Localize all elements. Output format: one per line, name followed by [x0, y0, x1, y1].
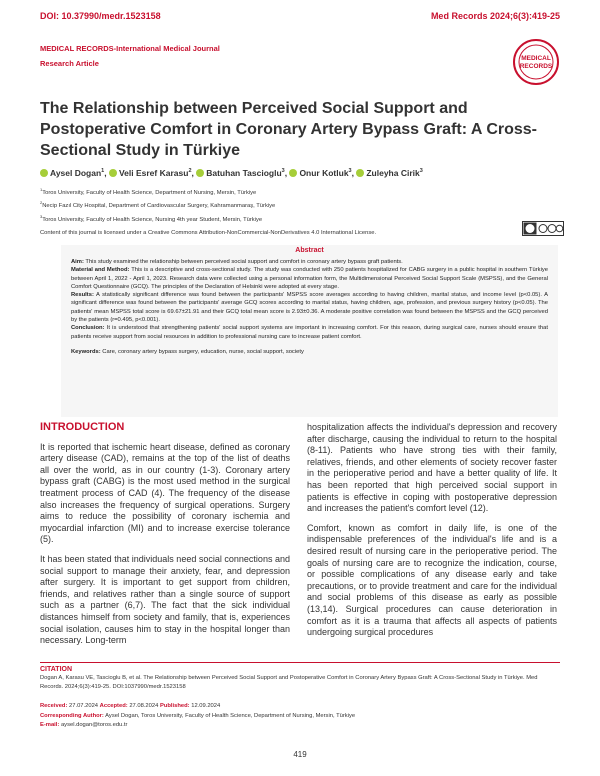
author[interactable]: Onur Kotluk$^3$,: [289, 168, 356, 178]
logo-text-top: MEDICAL: [521, 55, 551, 62]
citation-text: Dogan A, Karasu VE, Tascioglu B, et al. The Relationship between Perceived Social Support and Postoperative Comfort in Coronary Artery Bypass Graft: A Cross-Sectional Study in Türkiye. Med Records. 2024;6(3):419-25. DOI:1037990/medr.1523158: [40, 675, 538, 690]
email-line: [40, 721, 355, 731]
body-column-left: [40, 422, 290, 655]
affiliation: [40, 185, 275, 198]
author[interactable]: [356, 168, 422, 178]
author-name: Onur Kotluk: [299, 168, 349, 178]
email-label: E-mail:: [40, 722, 60, 728]
article-title: The Relationship between Perceived Social Support and Postoperative Comfort in Coronary Artery Bypass Graft: A Cross-Sectional Study in Türkiye: [40, 100, 537, 159]
article-dates-and-contact: [40, 702, 355, 731]
journal-name: MEDICAL RECORDS-International Medical Journal: [40, 44, 220, 53]
orcid-icon[interactable]: [289, 169, 297, 177]
keywords: [71, 349, 548, 355]
creative-commons-icon[interactable]: [522, 221, 564, 236]
citation-heading: CITATION: [40, 666, 73, 673]
citation-box: [40, 662, 560, 692]
journal-citation-header: Med Records 2024;6(3):419-25: [430, 11, 560, 21]
author-name: Zuleyha Cirik: [366, 168, 420, 178]
affiliation-sup: 3: [40, 213, 43, 219]
corresponding-text: Aysel Dogan, Toros University, Faculty of Health Science, Department of Nursing, Mersin, Türkiye: [105, 712, 356, 719]
accepted-label: Accepted:: [99, 703, 128, 709]
logo-text-bottom: RECORDS: [519, 63, 553, 70]
aim-text: This study examined the relationship between perceived social support and comfort in coronary artery bypass graft patients.: [85, 259, 403, 265]
page-number: 419: [293, 750, 307, 759]
affiliation-sup: 1: [40, 187, 43, 192]
journal-logo: [512, 38, 560, 86]
dates-line: [40, 702, 355, 712]
email-link[interactable]: aysel.dogan@toros.edu.tr: [60, 722, 128, 728]
author-list: [40, 168, 423, 178]
author-name: Aysel Dogan: [50, 168, 102, 178]
keywords-label: Keywords:: [71, 348, 101, 355]
abstract-heading: Abstract: [295, 247, 324, 254]
affiliation: [40, 198, 275, 211]
abstract-results: [71, 291, 548, 324]
published-label: Published:: [159, 703, 190, 709]
abstract-box: [61, 245, 558, 417]
methods-label: Material and Method:: [71, 267, 130, 274]
body-paragraph: It is reported that ischemic heart disease, defined as coronary artery disease (CAD), remains at the top of the list of deaths all over the world, as in our country (1-3). Coronary artery bypass graft (CABG) is the most used method in the surgical treatment process of CAD (4). The frequency of the disease also increases the frequency of surgical operations. Surgery aims to reduce the possibility of coronary ischemia and myocardial infarction (MI) and to increase exercise tolerance (5).: [40, 441, 290, 545]
license-text: Content of this journal is licensed under a Creative Commons Attribution-NonCommercial-NonDerivatives 4.0 International License.: [40, 230, 377, 236]
affiliations: [40, 185, 275, 225]
abstract-methods: [71, 266, 548, 291]
received-date: 27.07.2024: [69, 703, 99, 709]
doi-text[interactable]: DOI: 10.37990/medr.1523158: [40, 11, 161, 21]
conclusion-text: It is understood that strengthening patients' social support systems are important in increasing comfort. For this reason, during surgical care, nurses should ensure that patients receive support from social resources in addition to professional nursing care to increase patient comfort.: [71, 325, 548, 340]
author[interactable]: Aysel Dogan$^1$,: [40, 168, 109, 178]
author-name: Batuhan Tascioglu: [206, 168, 282, 178]
author[interactable]: Veli Esref Karasu$^2$,: [109, 168, 196, 178]
corresponding-line: [40, 712, 355, 722]
body-paragraph: Comfort, known as comfort in daily life, is one of the indispensable preferences of the individual's life and is a desired result of nursing care in the perioperative period. The goals of nursing care are to recognize the indication, course, or possible complications of any disease early and take precautions, or to provide treatment and care for the individual and social problems of this disease as early as possible (13,14). Surgical procedures can cause deterioration in comfort as it is a trauma that affects all aspects of patients undergoing surgical procedures: [307, 522, 557, 638]
body-column-right: [307, 422, 557, 647]
author-sup: 3: [348, 168, 352, 175]
conclusion-label: Conclusion:: [71, 325, 105, 332]
orcid-icon[interactable]: [356, 169, 364, 177]
orcid-icon[interactable]: [109, 169, 117, 177]
author-name: Veli Esref Karasu: [118, 168, 189, 178]
abstract-conclusion: [71, 324, 548, 341]
article-type: Research Article: [40, 59, 99, 68]
accepted-date: 27.08.2024: [129, 703, 159, 709]
author[interactable]: Batuhan Tascioglu$^3$,: [196, 168, 289, 178]
affiliation-text: Toros University, Faculty of Health Science, Nursing 4th year Student, Mersin, Türkiye: [42, 216, 263, 223]
corresponding-label: Corresponding Author:: [40, 712, 104, 719]
published-date: 12.09.2024: [191, 703, 221, 709]
affiliation-text: Toros University, Faculty of Health Science, Department of Nursing, Mersin, Türkiye: [42, 189, 257, 196]
abstract-aim: [71, 258, 548, 266]
results-text: A statistically significant difference was found between the participants' MSPSS score averages according to having children, marital status, and income level (p<0.05). A significant difference was found between the participants' average GCQ scores according to marital status, having children, age, profession, and previous surgery history (p<0.05). The patients' mean MSPSS total score is 69.67±21.91 and their GCQ total mean score is 2.93±0.36. A moderate positive correlation was found between the MSPSS and the GCQ perceived by the patients (r=0.495, p<0.001).: [71, 292, 548, 324]
results-label: Results:: [71, 292, 94, 299]
orcid-icon[interactable]: [196, 169, 204, 177]
affiliation: [40, 212, 275, 225]
keywords-text: Care, coronary artery bypass surgery, education, nurse, social support, society: [102, 348, 304, 355]
section-heading-introduction: INTRODUCTION: [40, 421, 125, 433]
body-paragraph: It has been stated that individuals need social connections and social support to manage their anxiety, fear, and depression after surgery. It is important to get support from children, friends, and relatives rather than a single source of support such as a partner (6,7). The fact that the sick individual distances himself from society and family, that is, experiences social isolation, causes him to stay in the hospital longer than necessary. Long-term: [40, 553, 290, 646]
author-sup: 1: [101, 168, 105, 175]
author-sup: 3: [419, 168, 423, 175]
body-paragraph: hospitalization affects the individual's depression and recovery after discharge, causing the individual to return to the hospital (8-11). Patients who have strong ties with their family, relatives, friends, and other elements of society recover faster in the perioperative period and have a better quality of life. It has been reported that high perceived social support in patients is effective in coping with postoperative depression and increases the patient's comfort level (12).: [307, 422, 557, 514]
aim-label: Aim:: [71, 259, 84, 265]
author-sup: 3: [281, 168, 285, 175]
orcid-icon[interactable]: [40, 169, 48, 177]
affiliation-text: Necip Fazıl City Hospital, Department of Cardiovascular Surgery, Kahramanmaraş, Türkiye: [42, 203, 276, 210]
received-label: Received:: [40, 703, 68, 709]
affiliation-sup: 2: [40, 200, 43, 206]
methods-text: This is a descriptive and cross-sectional study. The study was conducted with 250 patients hospitalized for CABG surgery in a public hospital in southern Türkiye between April 1, 2022 - April 1, 2023. Research data were collected using a personal information form, the Multidimensional Perceived Social Support Scale (MSPSS), and the General Comfort Questionnaire (GCQ). The principles of the Declaration of Helsinki were adopted at every stage.: [71, 267, 548, 290]
author-sup: 2: [188, 168, 192, 175]
